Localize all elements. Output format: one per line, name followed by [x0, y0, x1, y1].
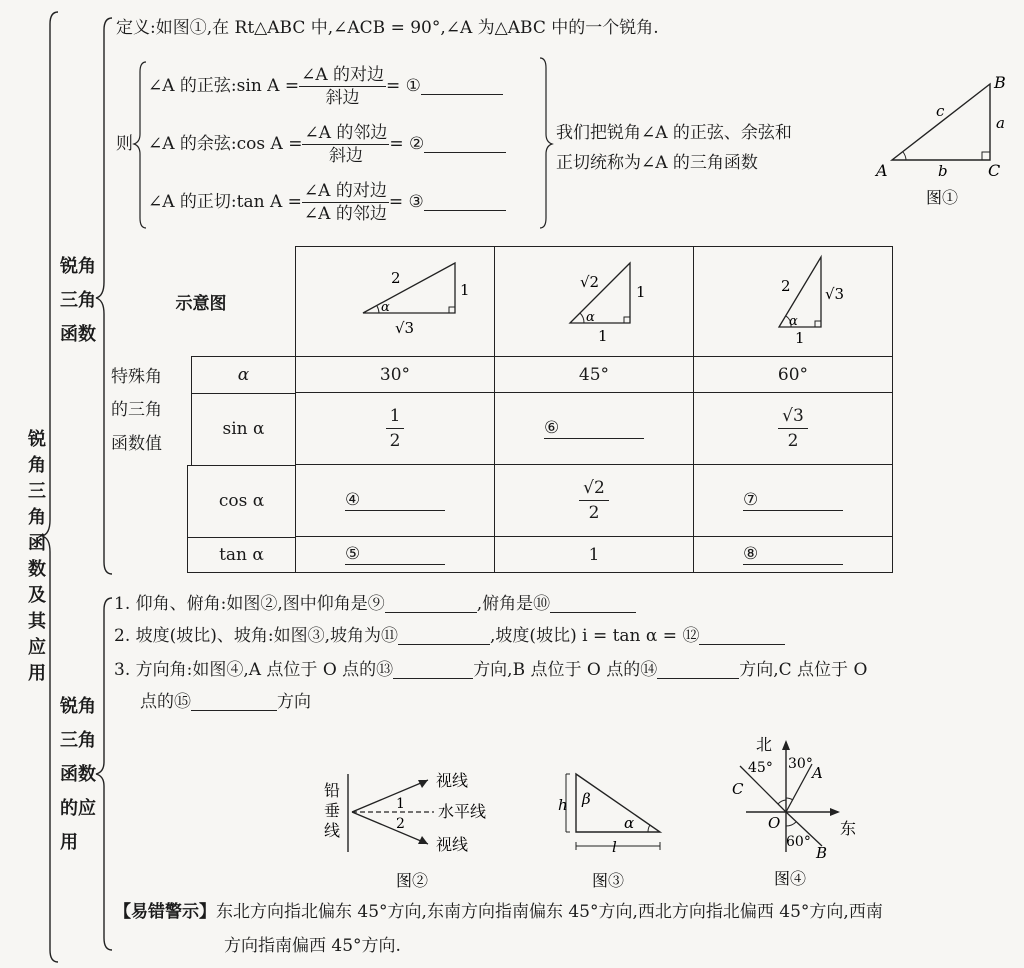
cos45-cell	[495, 465, 694, 537]
angle-60-label: 60°	[786, 834, 811, 850]
angle-45: 45°	[495, 357, 694, 393]
cos-answer-blank[interactable]	[424, 136, 506, 153]
special-angle-table	[107, 246, 893, 573]
tri30-cell	[296, 247, 495, 357]
sin60-cell	[694, 393, 893, 465]
point-a: A	[812, 764, 823, 782]
tan-label-cell	[107, 537, 296, 573]
tan-label: ∠A 的正切:tan A =	[148, 192, 302, 212]
cos45-num: √2	[579, 476, 609, 501]
table-row-sin	[107, 393, 893, 465]
branch1-title-text: 锐角三角函数	[60, 256, 96, 345]
figure-4-compass	[726, 728, 866, 892]
sin30-cell	[296, 393, 495, 465]
main-side-title-text: 锐角三角函数及其应用	[28, 429, 46, 684]
angle-label-cell	[107, 357, 296, 393]
figure-2-elevation	[316, 762, 516, 892]
side-b: b	[938, 162, 948, 180]
tri60-adj: 1	[795, 329, 805, 345]
table-row-diagram	[107, 247, 893, 357]
vertical-char-1: 铅	[324, 781, 341, 800]
table-row-tan	[107, 537, 893, 573]
tri30-adj: √3	[395, 319, 415, 337]
length-label: l	[612, 838, 617, 856]
tri30-opp: 1	[460, 281, 470, 299]
cos-blank-label: = ②	[389, 134, 425, 154]
height-label: h	[558, 796, 568, 814]
vertical-char-3: 线	[324, 821, 341, 840]
app-line-3	[114, 662, 867, 679]
warning-label: 【易错警示】	[114, 902, 216, 922]
sin45-blank[interactable]	[544, 418, 644, 439]
group-label-top	[107, 362, 191, 387]
tan60-blank[interactable]	[743, 544, 843, 565]
direction-a-blank[interactable]	[393, 662, 473, 679]
cos45-fraction	[579, 476, 609, 525]
tri45-adj: 1	[598, 327, 608, 345]
slope-angle-blank[interactable]	[398, 628, 490, 645]
main-side-title	[26, 427, 52, 687]
group-label-line-3: 函数值	[111, 433, 162, 454]
sin60-num: √3	[778, 404, 808, 429]
sin-denominator: 斜边	[325, 88, 360, 108]
sin-answer-blank[interactable]	[421, 78, 503, 95]
tri60-alpha: α	[789, 314, 798, 329]
horizontal-line-label: 水平线	[438, 802, 487, 821]
triangle-30-diagram	[315, 253, 475, 345]
tri30-alpha: α	[381, 300, 390, 315]
sin30-num: 1	[386, 404, 405, 429]
sin45-marker: ⑥	[544, 418, 560, 438]
sin-blank-label: = ①	[386, 76, 421, 96]
table-row-cos	[107, 465, 893, 537]
warning-line-1	[114, 904, 883, 921]
tan-answer-blank[interactable]	[424, 194, 506, 211]
angle-a-arc	[903, 152, 906, 160]
tri45-hyp: √2	[580, 273, 600, 291]
sin30-fraction	[386, 404, 405, 453]
origin-o: O	[768, 814, 781, 832]
sight-line-bottom: 视线	[436, 835, 469, 854]
group-label-spacer-2	[107, 537, 187, 573]
vertex-c: C	[988, 161, 1001, 180]
definition-text: 定义:如图①,在 Rt△ABC 中,∠ACB = 90°,∠A 为△ABC 中的一个锐角.	[116, 18, 659, 38]
figure-4-caption: 图④	[774, 869, 807, 888]
diagram-label-cell	[107, 247, 296, 357]
angle-30-label: 30°	[788, 756, 813, 772]
app-line-3-b: 方向,B 点位于 O 点的⑭	[473, 660, 658, 680]
cos-numerator: ∠A 的邻边	[304, 123, 388, 143]
right-angle-mark	[982, 152, 990, 160]
summary-text	[556, 118, 792, 178]
app-line-3-e: 方向	[277, 692, 311, 712]
branch2-title-text: 锐角三角函数的应用	[60, 696, 96, 853]
app-line-3-c: 方向,C 点位于 O	[739, 660, 868, 680]
direction-c-blank[interactable]	[191, 694, 277, 711]
figure-1-triangle	[870, 70, 1020, 210]
slope-ratio-blank[interactable]	[699, 628, 785, 645]
app-line-2-b: ,坡度(坡比) i = tan α = ⑫	[490, 626, 700, 646]
sin30-den: 2	[389, 431, 401, 451]
tan-numerator: ∠A 的对边	[303, 181, 387, 201]
diagram-label: 示意图	[175, 294, 227, 314]
ze-label: 则	[116, 134, 133, 154]
sin-definition-row	[148, 64, 503, 109]
warning-text-1: 东北方向指北偏东 45°方向,东南方向指南偏东 45°方向,西北方向指北偏西 45°方向,西南	[216, 902, 883, 922]
beta-label: β	[582, 790, 591, 808]
tan60-marker: ⑧	[743, 544, 759, 564]
warning-line-2: 方向指南偏西 45°方向.	[224, 936, 401, 956]
angle-30: 30°	[296, 357, 495, 393]
east-label: 东	[840, 819, 857, 838]
app-line-1-b: ,俯角是⑩	[476, 594, 551, 614]
group-label-line-2: 的三角	[111, 399, 162, 420]
alpha-label: α	[191, 356, 295, 393]
sin60-fraction	[778, 404, 808, 453]
cos-fraction	[302, 122, 389, 167]
triangle-45-diagram	[514, 253, 674, 345]
side-a: a	[996, 114, 1005, 132]
sin-label: ∠A 的正弦:sin A =	[148, 76, 300, 96]
angle-1-label: 1	[396, 796, 405, 812]
sin45-cell	[495, 393, 694, 465]
tan45-cell: 1	[495, 537, 694, 573]
cos-alpha-label: cos α	[187, 465, 295, 537]
group-label-middle	[107, 393, 191, 465]
side-c: c	[936, 102, 945, 120]
cos30-blank[interactable]	[345, 490, 445, 511]
sin-alpha-label: sin α	[191, 393, 295, 465]
summary-line-2: 正切统称为∠A 的三角函数	[556, 153, 758, 173]
tan-denominator: ∠A 的邻边	[303, 204, 387, 224]
cos-definition-row	[148, 122, 506, 167]
depression-blank[interactable]	[550, 596, 636, 613]
app-line-2-a: 2. 坡度(坡比)、坡角:如图③,坡角为⑪	[114, 626, 399, 646]
cos-label-cell	[107, 465, 296, 537]
elevation-blank[interactable]	[385, 596, 477, 613]
point-c: C	[732, 780, 744, 798]
app-line-3-a: 3. 方向角:如图④,A 点位于 O 点的⑬	[114, 660, 394, 680]
sin-label-cell	[107, 393, 296, 465]
alpha-label-fig3: α	[624, 814, 635, 832]
vertex-b: B	[994, 73, 1006, 92]
cos30-marker: ④	[345, 490, 361, 510]
tri60-hyp: 2	[781, 277, 791, 295]
tan30-marker: ⑤	[345, 544, 361, 564]
cos60-cell	[694, 465, 893, 537]
cos60-marker: ⑦	[743, 490, 759, 510]
app-line-4	[140, 694, 311, 711]
vertical-char-2: 垂	[324, 801, 341, 820]
angle-60: 60°	[694, 357, 893, 393]
tri45-cell	[495, 247, 694, 357]
cos-denominator: 斜边	[328, 146, 363, 166]
cos60-blank[interactable]	[743, 490, 843, 511]
tan60-cell	[694, 537, 893, 573]
tan-definition-row	[148, 180, 506, 225]
cos-label: ∠A 的余弦:cos A =	[148, 134, 303, 154]
figure-3-slope	[556, 766, 676, 892]
figure-1-caption: 图①	[926, 188, 959, 207]
tri30-hyp: 2	[391, 269, 401, 287]
direction-b-blank[interactable]	[657, 662, 739, 679]
cos45-den: 2	[588, 503, 600, 523]
triangle-abc	[892, 84, 990, 160]
app-line-1	[114, 596, 636, 613]
point-b: B	[816, 844, 828, 862]
sin60-den: 2	[787, 431, 799, 451]
cos30-cell	[296, 465, 495, 537]
vertex-a: A	[876, 161, 888, 180]
tri60-opp: √3	[825, 285, 845, 303]
tri60-cell	[694, 247, 893, 357]
group-label-line-1: 特殊角	[111, 367, 162, 387]
angle-45-label: 45°	[748, 760, 773, 776]
figure-3-caption: 图③	[592, 871, 625, 890]
app-line-3-d: 点的⑮	[140, 692, 191, 712]
tri45-alpha: α	[586, 310, 595, 325]
tan-blank-label: = ③	[388, 192, 424, 212]
figure-2-caption: 图②	[396, 871, 429, 890]
group-label-spacer	[107, 465, 187, 537]
summary-line-1: 我们把锐角∠A 的正弦、余弦和	[556, 123, 792, 143]
table-row-angle	[107, 357, 893, 393]
sight-line-top: 视线	[436, 771, 469, 790]
app-line-1-a: 1. 仰角、俯角:如图②,图中仰角是⑨	[114, 594, 385, 614]
sin-numerator: ∠A 的对边	[301, 65, 385, 85]
triangle-60-diagram	[713, 253, 873, 345]
tan-fraction	[302, 180, 389, 225]
app-line-2	[114, 628, 785, 645]
north-label: 北	[756, 735, 773, 754]
branch2-title	[60, 690, 104, 860]
tan-alpha-label: tan α	[187, 537, 295, 573]
sin-fraction	[299, 64, 386, 109]
tri45-opp: 1	[636, 283, 646, 301]
angle-2-label: 2	[396, 816, 405, 832]
tan30-blank[interactable]	[345, 544, 445, 565]
tan30-cell	[296, 537, 495, 573]
branch1-title	[60, 250, 104, 352]
